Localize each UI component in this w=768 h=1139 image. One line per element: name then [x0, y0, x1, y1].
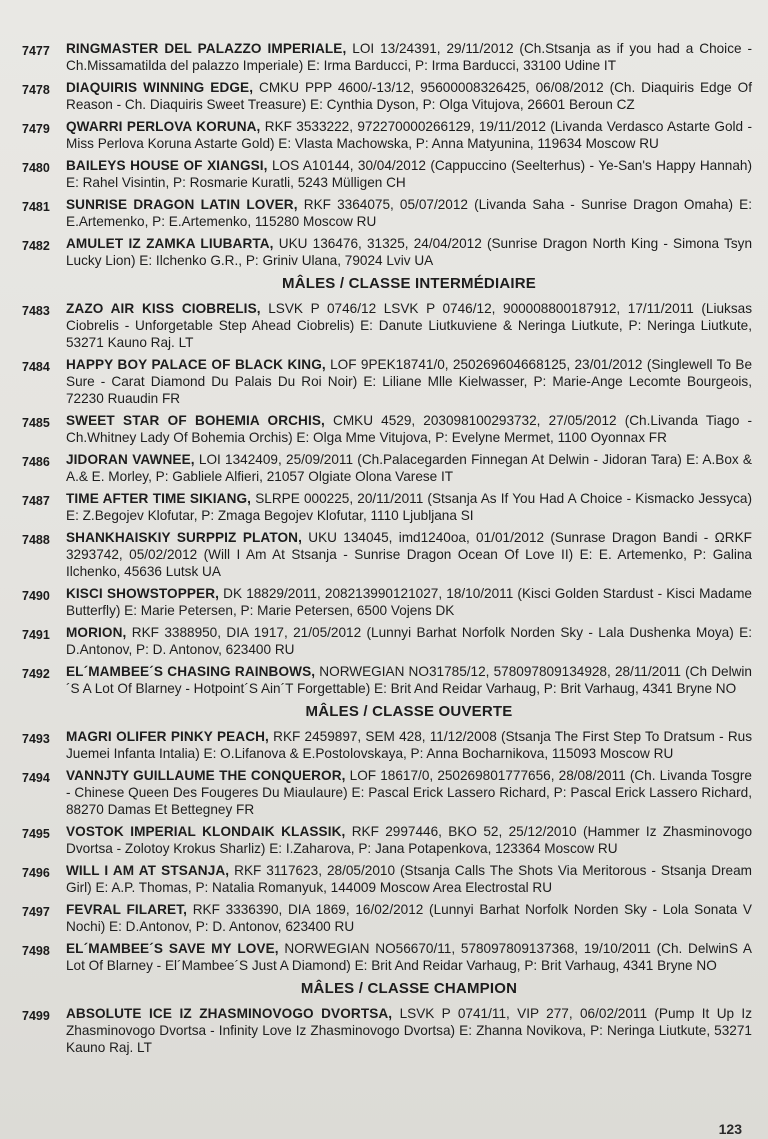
entry-text	[66, 300, 752, 351]
cat-name: DIAQUIRIS WINNING EDGE,	[66, 80, 254, 95]
catalog-entry	[22, 901, 752, 935]
entry-number: 7477	[22, 44, 50, 58]
cat-name: MAGRI OLIFER PINKY PEACH,	[66, 729, 269, 744]
cat-details: RKF 2997446, BKO 52, 25/12/2010 (Hammer Iz Zhasminovogo Dvortsa - Zolotoy Krokus Sharliz) E: I.Zaharova, P: Jana Potapenkova, 123364 Moscow RU	[66, 824, 753, 856]
cat-name: SUNRISE DRAGON LATIN LOVER,	[66, 197, 298, 212]
entry-text	[66, 196, 752, 230]
catalog-entry	[22, 356, 752, 407]
cat-details: DK 18829/2011, 208213990121027, 18/10/2011 (Kisci Golden Stardust - Kisci Madame Butterfly) E: Marie Petersen, P: Marie Petersen, 6500 Vojens DK	[66, 586, 752, 618]
entry-number: 7492	[22, 667, 50, 681]
cat-name: EL´MAMBEE´S CHASING RAINBOWS,	[66, 664, 316, 679]
cat-name: EL´MAMBEE´S SAVE MY LOVE,	[66, 941, 279, 956]
catalog-entry	[22, 196, 752, 230]
entry-number: 7488	[22, 533, 50, 547]
cat-details: LOI 1342409, 25/09/2011 (Ch.Palacegarden Finnegan At Delwin - Jidoran Tara) E: A.Box & A.& E. Morley, P: Gabliele Alfieri, 21057 Olgiate Olona Varese IT	[66, 452, 753, 484]
catalog-entry	[22, 624, 752, 658]
catalog-entry	[22, 490, 752, 524]
entry-text	[66, 356, 752, 407]
catalog-entry	[22, 767, 752, 818]
catalog-entry	[22, 585, 752, 619]
entry-number: 7483	[22, 304, 50, 318]
catalog-entry	[22, 862, 752, 896]
section-heading: MÂLES / CLASSE OUVERTE	[305, 703, 513, 720]
cat-name: HAPPY BOY PALACE OF BLACK KING,	[66, 357, 326, 372]
entry-number: 7479	[22, 122, 50, 136]
entry-number: 7482	[22, 239, 50, 253]
cat-name: ZAZO AIR KISS CIOBRELIS,	[66, 301, 261, 316]
cat-name: SHANKHAISKIY SURPPIZ PLATON,	[66, 530, 302, 545]
entry-number: 7485	[22, 416, 50, 430]
entry-text	[66, 451, 752, 485]
cat-details: NORWEGIAN NO56670/11, 578097809137368, 19/10/2011 (Ch. DelwinS A Lot Of Blarney - El´Mambee´S Just A Diamond) E: Brit And Reidar Varhaug, P: Brit Varhaug, 4341 Bryne NO	[66, 941, 752, 973]
cat-name: FEVRAL FILARET,	[66, 902, 187, 917]
cat-details: UKU 136476, 31325, 24/04/2012 (Sunrise Dragon North King - Simona Tsyn Lucky Lion) E: Ilchenko G.R., P: Griniv Ulana, 79024 Lviv UA	[66, 236, 752, 268]
catalog-entry	[22, 823, 752, 857]
entry-number: 7480	[22, 161, 50, 175]
entry-number: 7490	[22, 589, 50, 603]
catalog-entry	[22, 451, 752, 485]
catalog-entry	[22, 157, 752, 191]
cat-details: LSVK P 0741/11, VIP 277, 06/02/2011 (Pump It Up Iz Zhasminovogo Dvortsa - Infinity Love Iz Zhasminovogo Dvortsa) E: Zhanna Novikova, P: Neringa Liutkute, 53271 Kauno Raj. LT	[66, 1006, 753, 1055]
catalog-entry	[22, 300, 752, 351]
entry-number: 7478	[22, 83, 50, 97]
cat-details: RKF 2459897, SEM 428, 11/12/2008 (Stsanja The First Step To Dratsum - Rus Juemei Infanta Intalia) E: O.Lifanova & E.Postolovskaya, P: Anna Bocharnikova, 115093 Moscow RU	[66, 729, 752, 761]
entry-text	[66, 663, 752, 697]
cat-name: QWARRI PERLOVA KORUNA,	[66, 119, 261, 134]
entry-text	[66, 157, 752, 191]
entry-text	[66, 235, 752, 269]
catalog-entry	[22, 728, 752, 762]
catalog-content	[22, 40, 752, 1061]
entry-text	[66, 940, 752, 974]
cat-details: NORWEGIAN NO31785/12, 578097809134928, 28/11/2011 (Ch Delwin´S A Lot Of Blarney - Hotpoint´S Ain´T Forgettable) E: Brit And Reidar Varhaug, P: Brit Varhaug, 4341 Bryne NO	[66, 664, 752, 696]
cat-name: MORION,	[66, 625, 127, 640]
cat-name: RINGMASTER DEL PALAZZO IMPERIALE,	[66, 41, 347, 56]
cat-name: AMULET IZ ZAMKA LIUBARTA,	[66, 236, 274, 251]
cat-details: CMKU PPP 4600/-13/12, 95600008326425, 06/08/2012 (Ch. Diaquiris Edge Of Reason - Ch. Diaquiris Sweet Treasure) E: Cynthia Dyson, P: Olga Vitujova, 26601 Beroun CZ	[66, 80, 752, 112]
entry-text	[66, 40, 752, 74]
cat-name: VOSTOK IMPERIAL KLONDAIK KLASSIK,	[66, 824, 346, 839]
cat-details: RKF 3336390, DIA 1869, 16/02/2012 (Lunnyi Barhat Norfolk Norden Sky - Lola Sonata V Nochi) E: D.Antonov, P: D. Antonov, 623400 RU	[66, 902, 752, 934]
entry-text	[66, 529, 752, 580]
entry-text	[66, 767, 752, 818]
entry-number: 7487	[22, 494, 50, 508]
cat-name: WILL I AM AT STSANJA,	[66, 863, 230, 878]
entry-text	[66, 490, 752, 524]
entry-text	[66, 412, 752, 446]
cat-details: SLRPE 000225, 20/11/2011 (Stsanja As If You Had A Choice - Kismacko Jessyca) E: Z.Begojev Klofutar, P: Zmaga Begojev Klofutar, 1110 Ljubljana SI	[66, 491, 752, 523]
entry-text	[66, 862, 752, 896]
entry-number: 7496	[22, 866, 50, 880]
section-heading: MÂLES / CLASSE CHAMPION	[300, 980, 518, 997]
cat-name: SWEET STAR OF BOHEMIA ORCHIS,	[66, 413, 325, 428]
catalog-entry	[22, 663, 752, 697]
entry-text	[66, 823, 752, 857]
cat-details: CMKU 4529, 203098100293732, 27/05/2012 (Ch.Livanda Tiago - Ch.Whitney Lady Of Bohemia Orchis) E: Olga Mme Vitujova, P: Evelyne Mermet, 1100 Oyonnax FR	[66, 413, 753, 445]
cat-name: KISCI SHOWSTOPPER,	[66, 586, 219, 601]
entry-number: 7486	[22, 455, 50, 469]
entry-number: 7498	[22, 944, 50, 958]
entry-number: 7499	[22, 1009, 50, 1023]
entry-number: 7491	[22, 628, 50, 642]
cat-name: BAILEYS HOUSE OF XIANGSI,	[66, 158, 268, 173]
cat-details: RKF 3533222, 972270000266129, 19/11/2012 (Livanda Verdasco Astarte Gold - Miss Perlova Koruna Astarte Gold) E: Vlasta Machowska, P: Anna Matyunina, 119634 Moscow RU	[66, 119, 752, 151]
entry-text	[66, 624, 752, 658]
entry-text	[66, 1005, 752, 1056]
catalog-entry	[22, 235, 752, 269]
catalog-entry	[22, 118, 752, 152]
entry-text	[66, 585, 752, 619]
entry-number: 7495	[22, 827, 50, 841]
cat-details: LOI 13/24391, 29/11/2012 (Ch.Stsanja as if you had a Choice - Ch.Missamatilda del palazzo Imperiale) E: Irma Barducci, P: Irma Barducci, 33100 Udine IT	[66, 41, 753, 73]
cat-name: TIME AFTER TIME SIKIANG,	[66, 491, 252, 506]
entry-number: 7481	[22, 200, 50, 214]
cat-details: LOS A10144, 30/04/2012 (Cappuccino (Seelterhus) - Ye-San's Happy Hannah) E: Rahel Visintin, P: Rosmarie Kuratli, 5243 Mülligen CH	[66, 158, 752, 190]
entry-text	[66, 79, 752, 113]
cat-name: JIDORAN VAWNEE,	[66, 452, 195, 467]
page-number: 123	[718, 1121, 742, 1137]
entry-text	[66, 118, 752, 152]
entry-number: 7497	[22, 905, 50, 919]
cat-name: ABSOLUTE ICE IZ ZHASMINOVOGO DVORTSA,	[66, 1006, 393, 1021]
section-heading: MÂLES / CLASSE INTERMÉDIAIRE	[282, 275, 536, 292]
cat-details: LSVK P 0746/12 LSVK P 0746/12, 900008800187912, 17/11/2011 (Liuksas Ciobrelis - Unforgetable Step Ahead Ciobrelis) E: Danute Liutkuviene & Neringa Liutkute, P: Neringa Liutkute, 53271 Kauno Raj. LT	[66, 301, 753, 350]
entry-number: 7484	[22, 360, 50, 374]
entry-text	[66, 728, 752, 762]
cat-details: LOF 9PEK18741/0, 250269604668125, 23/01/2012 (Singlewell To Be Sure - Carat Diamond Du Palais Du Roi Noir) E: Liliane Mlle Kielwasser, P: Marie-Ange Lecomte Bourgeois, 72230 Ruaudin FR	[66, 357, 753, 406]
cat-details: RKF 3388950, DIA 1917, 21/05/2012 (Lunnyi Barhat Norfolk Norden Sky - Lala Dushenka Moya) E: D.Antonov, P: D. Antonov, 623400 RU	[66, 625, 752, 657]
cat-details: LOF 18617/0, 250269801777656, 28/08/2011 (Ch. Livanda Tosgre - Chinese Queen Des Fougeres Du Miaulaure) E: Pascal Erick Lassero Richard, P: Pascal Erick Lassero Richard, 88270 Damas Et Bettegney FR	[66, 768, 752, 817]
cat-details: RKF 3364075, 05/07/2012 (Livanda Saha - Sunrise Dragon Omaha) E: E.Artemenko, P: E.Artemenko, 115280 Moscow RU	[66, 197, 752, 229]
cat-details: UKU 134045, imd1240oa, 01/01/2012 (Sunrase Dragon Bandi - ΩRKF 3293742, 05/02/2012 (Will I Am At Stsanja - Sunrise Dragon Ocean Of Love II) E: E. Artemenko, P: Galina Ilchenko, 45636 Lutsk UA	[66, 530, 752, 579]
catalog-entry	[22, 1005, 752, 1056]
cat-name: VANNJTY GUILLAUME THE CONQUEROR,	[66, 768, 346, 783]
entry-number: 7494	[22, 771, 50, 785]
entry-number: 7493	[22, 732, 50, 746]
cat-details: RKF 3117623, 28/05/2010 (Stsanja Calls The Shots Via Meritorous - Stsanja Dream Girl) E: A.P. Thomas, P: Natalia Romanyuk, 144009 Moscow Area Electrostal RU	[66, 863, 752, 895]
catalog-entry	[22, 940, 752, 974]
catalog-entry	[22, 79, 752, 113]
catalog-entry	[22, 412, 752, 446]
entry-text	[66, 901, 752, 935]
catalog-entry	[22, 529, 752, 580]
catalog-entry	[22, 40, 752, 74]
